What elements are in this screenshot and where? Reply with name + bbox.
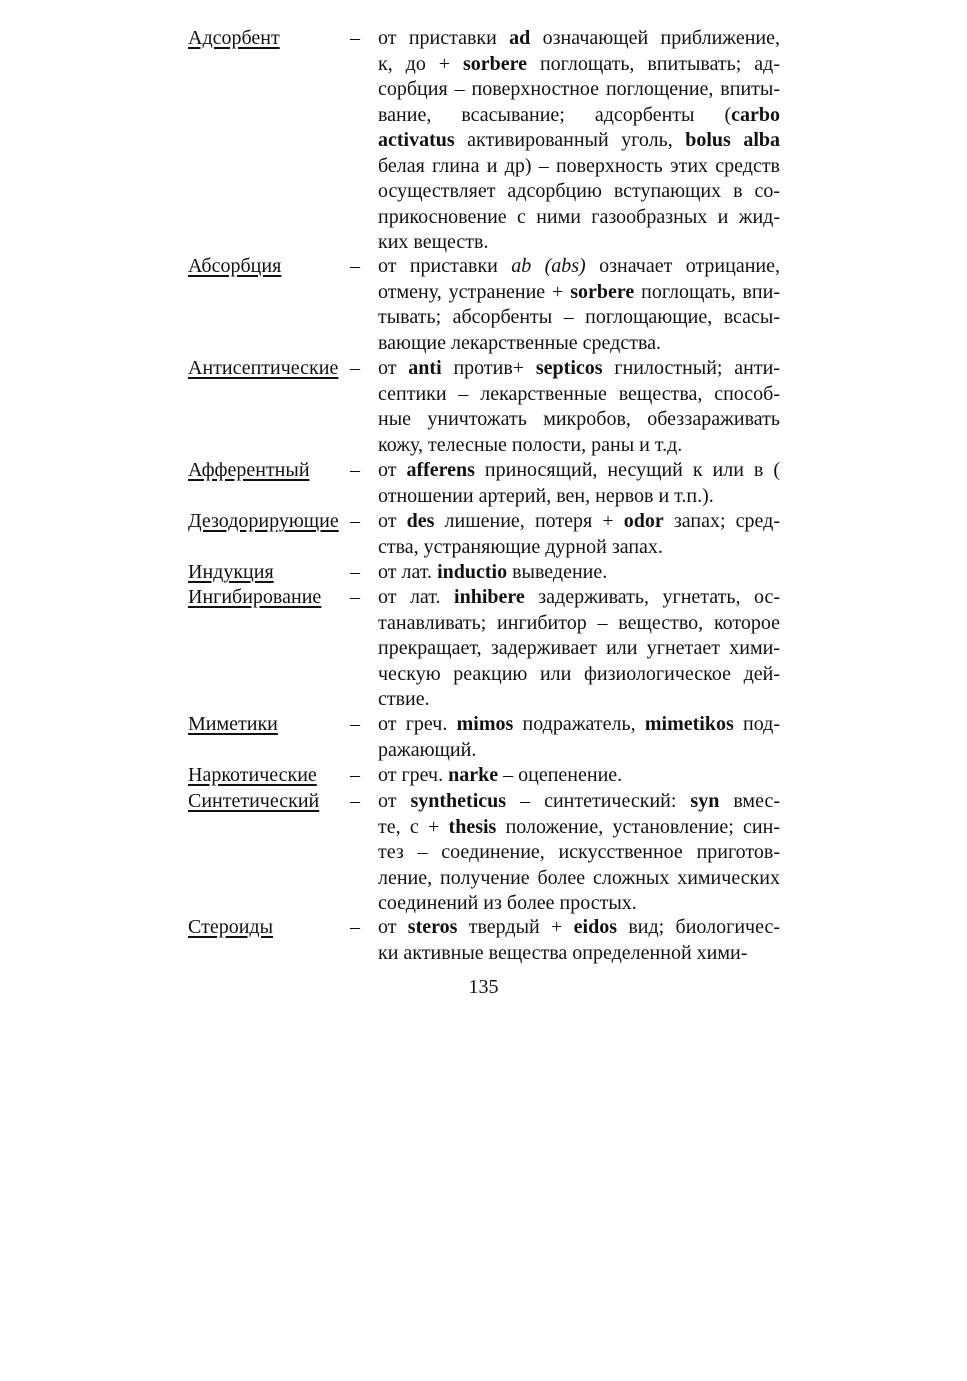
definition-line xyxy=(378,815,780,841)
entry-term: Миметики xyxy=(188,713,278,735)
latin-term: bolus alba xyxy=(685,129,780,151)
definition-text: означает отрицание, xyxy=(585,255,780,277)
definition-line xyxy=(378,128,780,154)
page-number: 135 xyxy=(468,976,499,998)
definition-line xyxy=(378,763,780,789)
definition-text: ства, устраняющие дурной запах. xyxy=(378,535,663,558)
definition-line xyxy=(378,915,780,941)
definition-text: ких веществ. xyxy=(378,231,489,253)
definition-text: тез – соединение, искусственное приготов- xyxy=(378,841,780,863)
definition-text: запах; сред- xyxy=(663,510,780,532)
definition-text: те, с + xyxy=(378,815,449,838)
entry-definition xyxy=(378,254,780,356)
latin-term: syntheticus xyxy=(410,790,507,812)
latin-term: mimetikos xyxy=(644,713,734,735)
entry-dash: – xyxy=(350,255,360,277)
entry-definition xyxy=(378,585,780,713)
definition-text: ление, получение более сложных химических xyxy=(378,866,780,889)
definition-line xyxy=(378,687,780,713)
entry-term: Ингибирование xyxy=(188,586,322,608)
definition-text: от xyxy=(378,459,407,481)
entry-dash: – xyxy=(350,459,360,481)
definition-text: выведение. xyxy=(507,561,608,583)
entry-definition xyxy=(378,509,780,560)
definition-text: от греч. xyxy=(378,764,449,786)
definition-text: – оцепенение. xyxy=(498,764,623,786)
definition-line xyxy=(378,331,780,357)
entry-definition xyxy=(378,763,780,789)
definition-text: задерживать, угнетать, ос- xyxy=(524,586,780,608)
definition-text: ные уничтожать микробов, обеззараживать xyxy=(378,408,780,430)
definition-line xyxy=(378,509,780,535)
entry-term: Адсорбент xyxy=(188,27,280,49)
definition-line xyxy=(378,230,780,256)
definition-line xyxy=(378,560,780,586)
entry-definition xyxy=(378,356,780,458)
definition-text: белая глина и др) – поверхность этих средств xyxy=(378,154,780,177)
definition-text: ствие. xyxy=(378,688,430,710)
definition-text: прекращает, задерживает или угнетает хими- xyxy=(378,637,780,659)
latin-term: odor xyxy=(623,510,664,532)
italic-term: ab (abs) xyxy=(511,255,586,277)
definition-line xyxy=(378,254,780,280)
definition-line xyxy=(378,636,780,662)
definition-line xyxy=(378,382,780,408)
latin-term: eidos xyxy=(573,916,617,938)
definition-line xyxy=(378,205,780,231)
entry-term: Абсорбция xyxy=(188,255,282,277)
entry-dash: – xyxy=(350,790,360,812)
definition-text: от лат. xyxy=(378,561,438,583)
entry-definition xyxy=(378,458,780,509)
latin-term: inhibere xyxy=(454,586,525,608)
entry-dash: – xyxy=(350,27,360,49)
definition-text: сорбция – поверхностное поглощение, впиты- xyxy=(378,78,780,100)
entry-dash: – xyxy=(350,713,360,735)
latin-term: des xyxy=(406,510,435,532)
definition-text: поглощать, впи- xyxy=(634,280,780,303)
definition-text: приносящий, несущий к или в ( xyxy=(474,459,780,481)
entry-term: Дезодорирующие xyxy=(188,510,339,532)
definition-text: – синтетический: xyxy=(506,790,691,812)
latin-term: activatus xyxy=(378,129,455,151)
definition-text: ки активные вещества определенной хими- xyxy=(378,941,748,964)
latin-term: syn xyxy=(690,790,720,812)
definition-text: от приставки xyxy=(378,255,512,277)
definition-line xyxy=(378,305,780,331)
definition-text: от xyxy=(378,790,411,812)
definition-text: от xyxy=(378,916,408,938)
definition-text: отмену, устранение + xyxy=(378,280,571,303)
definition-line xyxy=(378,585,780,611)
definition-line xyxy=(378,712,780,738)
definition-line xyxy=(378,154,780,180)
definition-line xyxy=(378,738,780,764)
definition-line xyxy=(378,407,780,433)
definition-text: лишение, потеря + xyxy=(434,510,624,532)
definition-text: вание, всасывание; адсорбенты ( xyxy=(378,103,732,126)
latin-term: narke xyxy=(448,764,499,786)
definition-text: к, до + xyxy=(378,52,463,75)
entry-term: Стероиды xyxy=(188,916,274,938)
definition-text: вид; биологичес- xyxy=(617,916,780,938)
definition-line xyxy=(378,179,780,205)
entry-term: Наркотические xyxy=(188,764,317,786)
definition-text: активированный уголь, xyxy=(454,129,686,151)
definition-text: вающие лекарственные средства. xyxy=(378,331,662,354)
entry-dash: – xyxy=(350,561,360,583)
entry-term: Синтетический xyxy=(188,790,320,812)
definition-line xyxy=(378,866,780,892)
definition-line xyxy=(378,840,780,866)
definition-text: ражающий. xyxy=(378,738,477,761)
definition-text: от xyxy=(378,510,407,532)
definition-line xyxy=(378,103,780,129)
definition-line xyxy=(378,77,780,103)
definition-line xyxy=(378,535,780,561)
latin-term: carbo xyxy=(731,103,780,126)
definition-text: положение, установление; син- xyxy=(496,815,780,838)
latin-term: afferens xyxy=(406,459,475,481)
definition-line xyxy=(378,26,780,52)
definition-line xyxy=(378,611,780,637)
definition-line xyxy=(378,433,780,459)
entry-dash: – xyxy=(350,510,360,532)
entry-definition xyxy=(378,560,780,586)
definition-text: отношении артерий, вен, нервов и т.п.). xyxy=(378,484,714,507)
latin-term: sorbere xyxy=(570,280,635,303)
entry-term: Антисептические xyxy=(188,357,339,379)
definition-text: тывать; абсорбенты – поглощающие, всасы- xyxy=(378,306,780,328)
latin-term: inductio xyxy=(437,561,508,583)
latin-term: sorbere xyxy=(462,52,528,75)
definition-text: соединений из более простых. xyxy=(378,892,637,914)
definition-text: означающей приближение, xyxy=(530,27,780,49)
definition-line xyxy=(378,484,780,510)
latin-term: anti xyxy=(408,357,442,379)
latin-term: ad xyxy=(509,27,531,49)
entry-definition xyxy=(378,915,780,966)
definition-text: прикосновение с ними газообразных и жид- xyxy=(378,205,780,228)
latin-term: steros xyxy=(407,916,458,938)
entry-dash: – xyxy=(350,916,360,938)
entry-term: Афферентный xyxy=(188,459,310,481)
entry-dash: – xyxy=(350,586,360,608)
definition-line xyxy=(378,891,780,917)
definition-text: ческую реакцию или физиологическое дей- xyxy=(378,662,780,685)
definition-line xyxy=(378,789,780,815)
entry-definition xyxy=(378,712,780,763)
latin-term: septicos xyxy=(535,357,603,379)
entry-dash: – xyxy=(350,357,360,379)
definition-line xyxy=(378,52,780,78)
definition-line xyxy=(378,458,780,484)
definition-text: от xyxy=(378,357,409,379)
entry-definition xyxy=(378,26,780,256)
entry-dash: – xyxy=(350,764,360,786)
definition-text: поглощать, впитывать; ад- xyxy=(527,52,780,75)
definition-text: твердый + xyxy=(457,916,574,938)
definition-text: кожу, телесные полости, раны и т.д. xyxy=(378,433,683,456)
definition-line xyxy=(378,662,780,688)
definition-text: осуществляет адсорбцию вступающих в со- xyxy=(378,180,780,202)
definition-text: под- xyxy=(733,713,780,735)
latin-term: mimos xyxy=(456,713,514,735)
latin-term: thesis xyxy=(448,815,497,838)
definition-text: вмес- xyxy=(719,790,780,812)
entry-definition xyxy=(378,789,780,917)
definition-text: от греч. xyxy=(378,713,457,735)
definition-text: от приставки xyxy=(378,27,510,49)
definition-text: подражатель, xyxy=(513,713,645,735)
definition-line xyxy=(378,280,780,306)
definition-text: от лат. xyxy=(378,586,455,608)
definition-line xyxy=(378,356,780,382)
definition-text: гнилостный; анти- xyxy=(602,357,780,379)
definition-text: септики – лекарственные вещества, способ- xyxy=(378,382,780,405)
entry-term: Индукция xyxy=(188,561,274,583)
definition-text: против+ xyxy=(441,357,536,379)
definition-text: танавливать; ингибитор – вещество, которое xyxy=(378,611,780,634)
definition-line xyxy=(378,941,780,967)
